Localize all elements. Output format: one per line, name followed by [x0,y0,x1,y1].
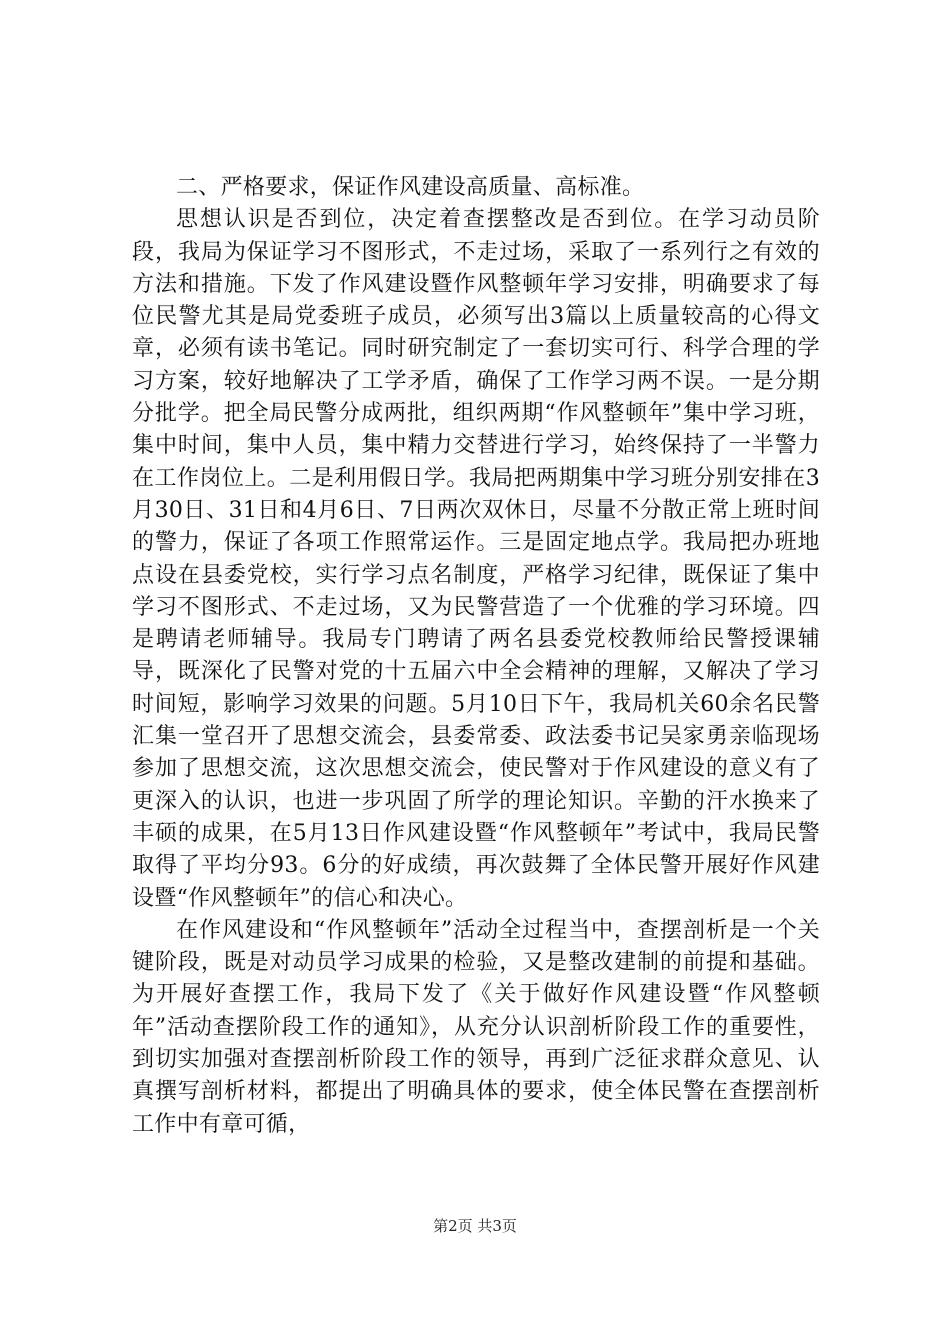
section-heading: 二、严格要求，保证作风建设高质量、高标准。 [176,175,645,200]
paragraph-1: 思想认识是否到位，决定着查摆整改是否到位。在学习动员阶段，我局为保证学习不图形式，不走过场，采取了一系列行之有效的方法和措施。下发了作风建设暨作风整顿年学习安排，明确要求了每位民警尤其是局党委班子成员，必须写出3篇以上质量较高的心得文章，必须有读书笔记。同时研究制定了一套切实可行、科学合理的学习方案，较好地解决了工学矛盾，确保了工作学习两不误。一是分期分批学。把全局民警分成两批，组织两期“作风整顿年”集中学习班，集中时间，集中人员，集中精力交替进行学习，始终保持了一半警力在工作岗位上。二是利用假日学。我局把两期集中学习班分别安排在3月30日、31日和4月6日、7日两次双休日，尽量不分散正常上班时间的警力，保证了各项工作照常运作。三是固定地点学。我局把办班地点设在县委党校，实行学习点名制度，严格学习纪律，既保证了集中学习不图形式、不走过场，又为民警营造了一个优雅的学习环境。四是聘请老师辅导。我局专门聘请了两名县委党校教师给民警授课辅导，既深化了民警对党的十五届六中全会精神的理解，又解决了学习时间短，影响学习效果的问题。5月10日下午，我局机关60余名民警汇集一堂召开了思想交流会，县委常委、政法委书记吴家勇亲临现场参加了思想交流，这次思想交流会，使民警对于作风建设的意义有了更深入的认识，也进一步巩固了所学的理论知识。辛勤的汗水换来了丰硕的成果，在5月13日作风建设暨“作风整顿年”考试中，我局民警取得了平均分93。6分的好成绩，再次鼓舞了全体民警开展好作风建设暨“作风整顿年”的信心和决心。 [132,207,820,911]
document-body [132,172,820,1141]
page-number-footer: 第2页 共3页 [433,1217,517,1235]
paragraph-2: 在作风建设和“作风整顿年”活动全过程当中，查摆剖析是一个关键阶段，既是对动员学习成果的检验，又是整改建制的前提和基础。为开展好查摆工作，我局下发了《关于做好作风建设暨“作风整顿年”活动查摆阶段工作的通知》，从充分认识剖析阶段工作的重要性，到切实加强对查摆剖析阶段工作的领导，再到广泛征求群众意见、认真撰写剖析材料，都提出了明确具体的要求，使全体民警在查摆剖析工作中有章可循， [132,917,820,1137]
